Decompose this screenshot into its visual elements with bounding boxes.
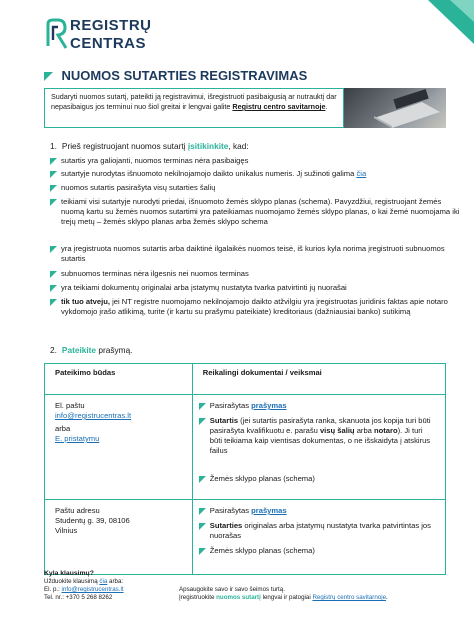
method-label: El. paštu bbox=[55, 401, 85, 410]
list-item-text bbox=[210, 521, 435, 541]
footer-text: Užduokite klausimą bbox=[44, 578, 100, 585]
list-item-text: sutartis yra galiojanti, nuomos terminas nėra pasibaigęs bbox=[61, 156, 249, 165]
footer-text: arba: bbox=[107, 578, 124, 585]
bullet-triangle-icon bbox=[50, 299, 57, 306]
logo-line2: CENTRAS bbox=[70, 35, 147, 52]
unique-number-link[interactable]: čia bbox=[356, 169, 367, 178]
list-item-text: Žemės sklypo planas (schema) bbox=[209, 546, 315, 555]
address-line: Studentų g. 39, 08106 bbox=[55, 516, 130, 525]
application-form-link[interactable]: prašymas bbox=[251, 506, 287, 515]
list-item-text: teikiami visi sutartyje nurodyti priedai, išnuomoto žemės sklypo planas (schema). Pavyzdžiui, registruojant žemės nuomą kartu su žemės nuomos sutartimi yra pateikiamas nuomojamo žemės sklypo planas, o kai žemė nuomojama iki trejų metų – žemės sklypo planas arba žemės sklypo schema bbox=[61, 197, 460, 227]
step2-number: 2. bbox=[50, 345, 57, 355]
list-item-text: yra įregistruota nuomos sutartis arba daiktinė ilgalaikės nuomos teisė, iš kurios kyla norima įregistruoti subnuomos sutartis bbox=[61, 244, 445, 264]
step1-highlight: įsitikinkite bbox=[187, 141, 229, 151]
list-item-text-part: jei NT registre nuomojamo nekilnojamojo daikto atžvilgiu yra įregistruotas juridinis faktas apie notaro vykdomojo įrašo atlikimą, turite (ir kartu su prašymu pateikiate) kreditoriaus (dažniausiai banko) sutikimą bbox=[61, 297, 448, 317]
table-row bbox=[45, 500, 446, 575]
logo-mark-icon bbox=[44, 18, 68, 50]
bullet-triangle-icon bbox=[199, 476, 206, 483]
method-label: Paštu adresu bbox=[55, 506, 100, 515]
footer-phone: Tel. nr.: +370 5 268 8262 bbox=[44, 594, 113, 601]
footer-highlight: nuomos sutartį bbox=[216, 594, 261, 601]
step1-heading bbox=[50, 141, 249, 151]
documents-cell bbox=[192, 500, 445, 575]
banner-text-box bbox=[44, 88, 344, 128]
step2-text: prašymą. bbox=[96, 345, 133, 355]
bullet-triangle-icon bbox=[199, 403, 206, 410]
step1-number: 1. bbox=[50, 141, 57, 151]
list-item-text bbox=[210, 416, 435, 456]
list-item-text-part: (jei sutartis pasirašyta ranka, skanuota jos kopija turi būti pasirašyta kvalifikuotu e. parašu bbox=[209, 416, 431, 435]
bullet-triangle-icon bbox=[50, 185, 57, 192]
list-item-text-part: arba bbox=[354, 426, 374, 435]
laptop-photo bbox=[344, 88, 446, 128]
ask-question-link[interactable]: čia bbox=[99, 578, 108, 585]
page-title: NUOMOS SUTARTIES REGISTRAVIMAS bbox=[61, 68, 308, 83]
list-item-text-part: ). Ji turi būti teikiama kaip vientisas dokumentas, o ne išskaidyta į atskirus failus bbox=[209, 426, 431, 455]
banner-text: Sudaryti nuomos sutartį, pateikti ją registravimui, išregistruoti pasibaigusią ar nutrauktį dar nepasibaigus jos terminui nuo šiol greitai ir lengvai galite bbox=[51, 92, 337, 111]
laptop-icon bbox=[344, 88, 446, 128]
list-item-text-part: Pasirašytas bbox=[209, 506, 252, 515]
list-item-text: yra teikiami dokumentų originalai arba įstatymų nustatyta tvarka patvirtinti jų nuorašai bbox=[61, 283, 347, 292]
list-item-text: subnuomos terminas nėra ilgesnis nei nuomos terminas bbox=[61, 269, 249, 278]
list-item-bold: Sutarties bbox=[209, 521, 243, 530]
footer-email-link[interactable]: info@registrucentras.lt bbox=[61, 586, 124, 593]
list-item-bold: visų šalių bbox=[319, 426, 355, 435]
email-link[interactable]: info@registrucentras.lt bbox=[55, 411, 132, 420]
list-item-text-part: sutartyje nurodytas išnuomoto nekilnojamojo daikto unikalus numeris. Jį sužinoti galima bbox=[61, 169, 357, 178]
step2-heading bbox=[50, 345, 133, 355]
e-delivery-link[interactable]: E. pristatymu bbox=[55, 434, 100, 443]
footer-title: Kyla klausimų? bbox=[44, 570, 94, 577]
submit-link[interactable]: Pateikite bbox=[61, 345, 97, 355]
submission-table bbox=[44, 363, 446, 575]
list-item-text: Žemės sklypo planas (schema) bbox=[209, 474, 315, 483]
list-item-text-part: originalas arba įstatymų nustatyta tvarka patvirtintas jos nuorašas bbox=[209, 521, 431, 540]
bullet-triangle-icon bbox=[50, 285, 57, 292]
list-item-text bbox=[210, 506, 435, 516]
footer-text: . bbox=[386, 594, 388, 601]
address-city: Vilnius bbox=[55, 526, 78, 535]
method-cell bbox=[45, 395, 193, 500]
table-row bbox=[45, 395, 446, 500]
banner-bold-text: Registrų centro savitarnoje bbox=[232, 102, 326, 111]
savitarna-banner bbox=[44, 88, 446, 128]
bullet-triangle-icon bbox=[50, 158, 57, 165]
bullet-triangle-icon bbox=[50, 199, 57, 206]
list-item-text-part: Pasirašytas bbox=[209, 401, 252, 410]
savitarna-link[interactable]: Registrų centro savitarnoje bbox=[312, 594, 387, 601]
registru-centras-logo bbox=[44, 18, 184, 52]
bullet-triangle-icon bbox=[50, 246, 57, 253]
footer-promo bbox=[179, 586, 449, 602]
logo-line1: REGISTRŲ bbox=[70, 17, 152, 34]
corner-decoration-icon bbox=[404, 0, 474, 44]
title-row bbox=[44, 67, 307, 85]
list-item-text: nuomos sutartis pasirašyta visų sutarties šalių bbox=[61, 183, 216, 192]
footer-text: El. p.: bbox=[44, 586, 62, 593]
logo-text bbox=[70, 18, 152, 51]
bullet-triangle-icon bbox=[199, 523, 206, 530]
list-item-text bbox=[61, 169, 461, 179]
list-item-bold: notaro bbox=[374, 426, 398, 435]
step1-text: Prieš registruojant nuomos sutartį bbox=[61, 141, 188, 151]
table-header: Reikalingi dokumentai / veiksmai bbox=[192, 364, 445, 395]
banner-text-end: . bbox=[325, 102, 328, 111]
method-or: arba bbox=[55, 424, 71, 433]
bullet-triangle-icon bbox=[199, 418, 206, 425]
list-item-text bbox=[61, 297, 461, 317]
title-triangle-icon bbox=[44, 72, 53, 81]
footer-promo-line: Apsaugokite savo ir savo šeimos turtą. bbox=[179, 586, 285, 593]
bullet-triangle-icon bbox=[50, 171, 57, 178]
table-header: Pateikimo būdas bbox=[45, 364, 193, 395]
table-header-row bbox=[45, 364, 446, 395]
footer-text: lengvai ir patogiai bbox=[260, 594, 313, 601]
footer-promo-line bbox=[179, 594, 449, 602]
step1-text-end: , kad: bbox=[228, 141, 249, 151]
bullet-triangle-icon bbox=[199, 548, 206, 555]
method-cell bbox=[45, 500, 193, 575]
list-item-bold: tik tuo atveju, bbox=[61, 297, 110, 306]
footer-line bbox=[44, 578, 204, 586]
footer-text: Įregistruokite bbox=[179, 594, 217, 601]
bullet-triangle-icon bbox=[50, 271, 57, 278]
list-item-bold: Sutartis bbox=[209, 416, 239, 425]
bullet-triangle-icon bbox=[199, 508, 206, 515]
application-form-link[interactable]: prašymas bbox=[251, 401, 287, 410]
documents-cell bbox=[192, 395, 445, 500]
list-item-text bbox=[210, 401, 435, 411]
